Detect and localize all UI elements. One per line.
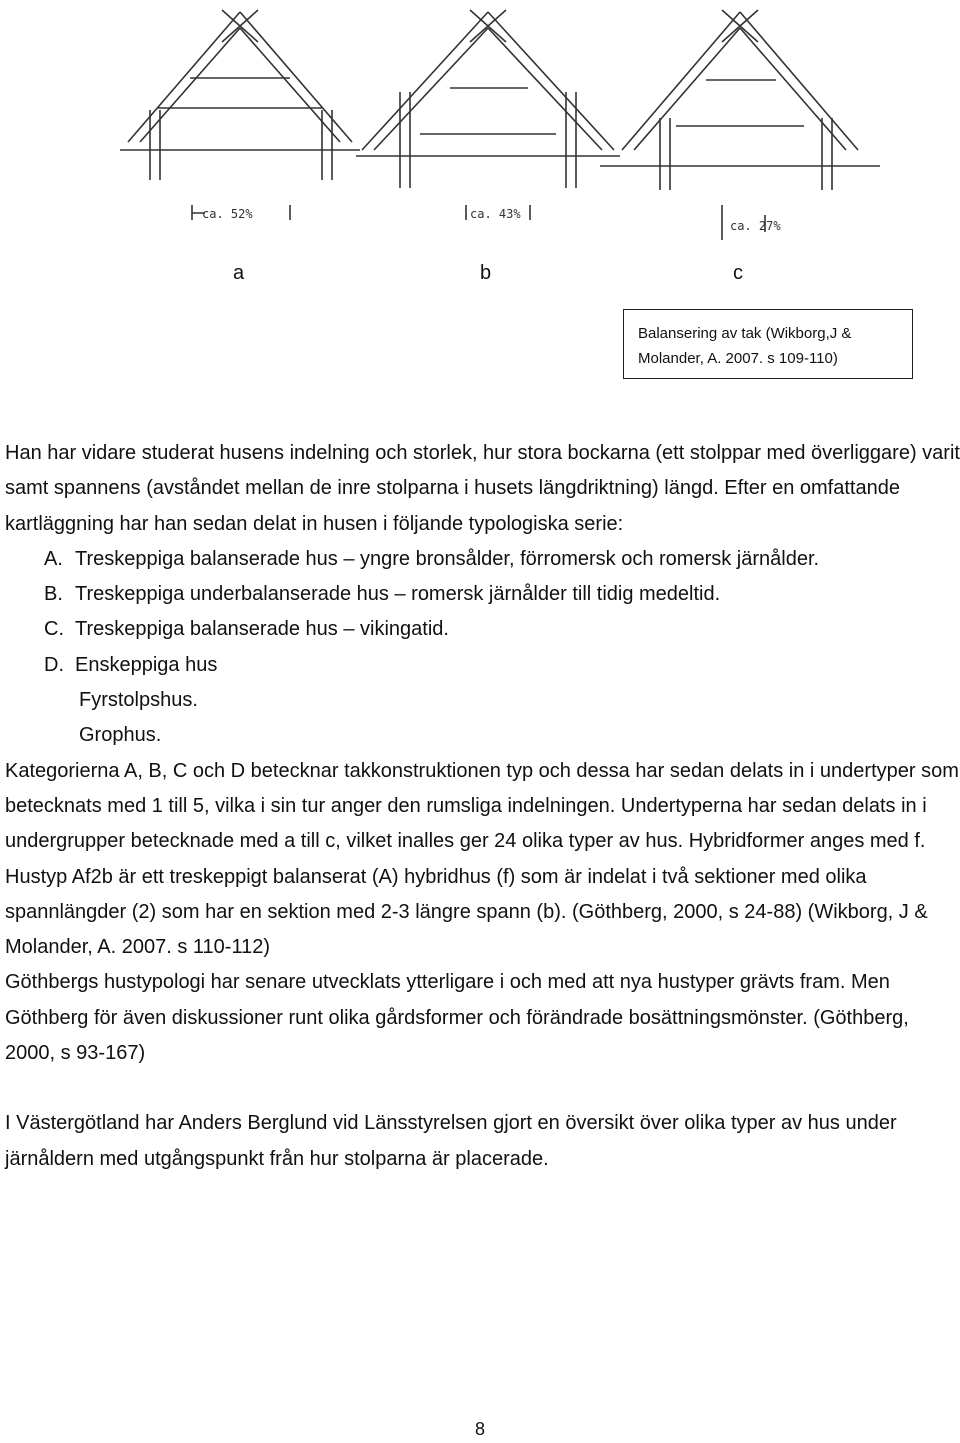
caption-line-2: Molander, A. 2007. s 109-110) bbox=[638, 350, 838, 367]
figure-caption-box bbox=[623, 309, 913, 379]
figure-label-c: c bbox=[733, 262, 743, 284]
paragraph-hustyp: Hustyp Af2b är ett treskeppigt balanserat (A) hybridhus (f) som är indelat i två sektioner med olika spannlängder (2) som har en sektion med 2-3 längre spann (b). (Göthberg, 2000, s 24-88) (Wikborg, J & Molander, A. 2007. s 110-112) bbox=[5, 865, 928, 959]
list-text: Treskeppiga balanserade hus – yngre bronsålder, förromersk och romersk järnålder. bbox=[75, 547, 820, 570]
measure-b: ca. 43% bbox=[470, 207, 521, 221]
paragraph-vastergotland: I Västergötland har Anders Berglund vid Länsstyrelsen gjort en översikt över olika typer av hus under järnåldern med utgångspunkt från hur stolparna är placerade. bbox=[5, 1112, 897, 1170]
body-text bbox=[5, 436, 960, 1177]
sublist-item: Grophus. bbox=[79, 724, 162, 747]
sublist-item: Fyrstolpshus. bbox=[79, 689, 198, 712]
list-marker: B. bbox=[44, 583, 63, 606]
roof-diagram-a bbox=[120, 10, 360, 220]
paragraph-gothberg: Göthbergs hustypologi har senare utvecklats ytterligare i och med att nya hustyper grävts fram. Men Göthberg för även diskussioner runt olika gårdsformer och förändrade bosättningsmönster. (Göthberg, 2000, s 93-167) bbox=[5, 971, 909, 1065]
figure-label-b: b bbox=[480, 262, 492, 284]
list-marker: C. bbox=[44, 618, 64, 641]
figure-label-a: a bbox=[233, 262, 245, 284]
list-marker: D. bbox=[44, 653, 64, 676]
paragraph-spacer bbox=[5, 1071, 960, 1106]
list-item bbox=[5, 612, 960, 647]
paragraph-categories: Kategorierna A, B, C och D betecknar takkonstruktionen typ och dessa har sedan delats in i undertyper som betecknats med 1 till 5, vilka i sin tur anger den rumsliga indelningen. Undertyperna har sedan delats in i undergrupper betecknade med a till c, vilket inalles ger 24 olika typer av hus. Hybridformer anges med f. bbox=[5, 759, 959, 853]
roof-diagram-b bbox=[356, 10, 620, 220]
list-text: Treskeppiga underbalanserade hus – romersk järnålder till tidig medeltid. bbox=[75, 583, 721, 606]
intro-paragraph: Han har vidare studerat husens indelning och storlek, hur stora bockarna (ett stolppar med överliggare) varit samt spannens (avståndet mellan de inre stolparna i husets längdriktning) längd. Efter en omfattande kartläggning har han sedan delat in husen i följande typologiska serie: bbox=[5, 442, 960, 535]
page-number: 8 bbox=[475, 1419, 486, 1439]
caption-line-1: Balansering av tak (Wikborg,J & bbox=[638, 325, 852, 342]
measure-a: ca. 52% bbox=[202, 207, 253, 221]
list-text: Enskeppiga hus bbox=[75, 653, 218, 676]
roof-balance-figure bbox=[0, 0, 960, 260]
list-item bbox=[5, 542, 960, 577]
roof-diagram-c bbox=[600, 10, 880, 240]
list-text: Treskeppiga balanserade hus – vikingatid. bbox=[75, 618, 449, 641]
roof-diagrams bbox=[0, 0, 960, 260]
list-item bbox=[5, 648, 960, 683]
list-marker: A. bbox=[44, 547, 63, 570]
list-item bbox=[5, 577, 960, 612]
measure-c: ca. 27% bbox=[730, 219, 781, 233]
